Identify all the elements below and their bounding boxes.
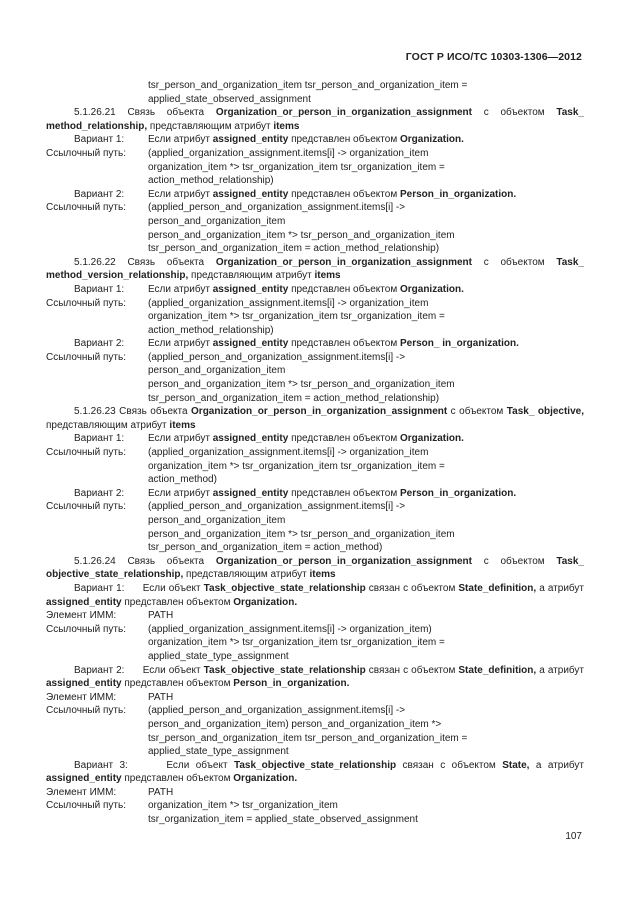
imm-element-row: Элемент ИММ: PATH [46, 786, 174, 798]
reference-path-label: Ссылочный путь: [46, 800, 126, 812]
reference-path-row: Ссылочный путь: organization_item *> tsr_organization_item [46, 800, 338, 812]
reference-path-row: Ссылочный путь: (applied_person_and_organization_assignment.items[i] -> [46, 501, 406, 513]
reference-path-row: Ссылочный путь: (applied_organization_assignment.items[i] -> organization_item) [46, 623, 432, 635]
imm-element-row: Элемент ИММ: PATH [46, 691, 174, 703]
code-line: organization_item *> tsr_organization_item tsr_organization_item = [148, 637, 445, 649]
reference-path-label: Ссылочный путь: [46, 705, 126, 717]
reference-path-label: Ссылочный путь: [46, 147, 126, 159]
reference-path-label: Ссылочный путь: [46, 351, 126, 363]
variant-label: Вариант 2: [74, 188, 125, 200]
reference-path-label: Ссылочный путь: [46, 297, 126, 309]
document-body [46, 79, 584, 827]
code-line: organization_item *> tsr_organization_item tsr_organization_item = [148, 460, 445, 472]
reference-path-label: Ссылочный путь: [46, 447, 126, 459]
clause-heading: 5.1.26.24 Связь объекта Organization_or_person_in_organization_assignment с объектом Task_ objective_state_relationship, представляющим атрибут items [46, 555, 584, 581]
variant-label: Вариант 1: [74, 134, 125, 146]
clause-heading: 5.1.26.22 Связь объекта Organization_or_person_in_organization_assignment с объектом Task_ method_version_relationship, представляющим атрибут items [46, 256, 584, 282]
code-line: person_and_organization_item) person_and_organization_item *> [148, 718, 442, 730]
code-line: applied_state_type_assignment [148, 650, 289, 662]
standard-header: ГОСТ Р ИСО/ТС 10303-1306—2012 [405, 51, 582, 63]
code-line: tsr_person_and_organization_item = action_method) [148, 542, 383, 554]
imm-element-row: Элемент ИММ: PATH [46, 610, 174, 622]
code-line: person_and_organization_item [148, 215, 286, 227]
clause-heading: 5.1.26.23 Связь объекта Organization_or_person_in_organization_assignment с объектом Task_ objective, представляющим атрибут items [46, 406, 584, 431]
variant-label: Вариант 1: [74, 433, 125, 445]
clause-heading: 5.1.26.21 Связь объекта Organization_or_person_in_organization_assignment с объектом Task_ method_relationship, представляющим атрибут items [46, 107, 584, 132]
variant-paragraph: Вариант 1: Если объект Task_objective_state_relationship связан с объектом State_definition, а атрибут assigned_entity представлен объектом Organization. [46, 582, 585, 608]
code-line: action_method) [148, 474, 217, 486]
reference-path-label: Ссылочный путь: [46, 202, 126, 214]
reference-path-label: Ссылочный путь: [46, 501, 126, 513]
code-line: tsr_person_and_organization_item = action_method_relationship) [148, 392, 440, 404]
code-line: person_and_organization_item [148, 515, 286, 526]
variant-row: Вариант 1: Если атрибут assigned_entity представлен объектом Organization. [46, 133, 584, 147]
imm-element-label: Элемент ИММ: [46, 610, 117, 622]
reference-path-row: Ссылочный путь: (applied_person_and_organization_assignment.items[i] -> [46, 705, 406, 717]
imm-element-label: Элемент ИММ: [46, 786, 117, 798]
code-line: person_and_organization_item [148, 365, 286, 377]
reference-path-row: Ссылочный путь: (applied_organization_assignment.items[i] -> organization_item [46, 447, 429, 459]
code-line: person_and_organization_item *> tsr_person_and_organization_item [148, 229, 455, 241]
code-line: tsr_person_and_organization_item tsr_person_and_organization_item = [148, 732, 468, 744]
code-line: applied_state_observed_assignment [148, 93, 311, 105]
code-line: person_and_organization_item *> tsr_person_and_organization_item [148, 528, 455, 540]
code-line: action_method_relationship) [148, 324, 274, 336]
code-line: organization_item *> tsr_organization_item tsr_organization_item = [148, 311, 445, 323]
variant-label: Вариант 2: [74, 487, 125, 499]
variant-row: Вариант 2: Если атрибут assigned_entity представлен объектом Person_in_organization. [46, 487, 584, 501]
variant-row: Вариант 1: Если атрибут assigned_entity представлен объектом Organization. [46, 283, 584, 297]
reference-path-row: Ссылочный путь: (applied_person_and_organization_assignment.items[i] -> [46, 351, 406, 363]
variant-paragraph: Вариант 2: Если объект Task_objective_state_relationship связан с объектом State_definition, а атрибут assigned_entity представлен объектом Person_in_organization. [46, 664, 585, 690]
reference-path-label: Ссылочный путь: [46, 623, 126, 635]
page-number: 107 [565, 831, 582, 842]
code-line: tsr_person_and_organization_item = action_method_relationship) [148, 243, 440, 255]
code-line: person_and_organization_item *> tsr_person_and_organization_item [148, 379, 455, 391]
code-line: organization_item *> tsr_organization_item tsr_organization_item = [148, 161, 445, 173]
code-line: applied_state_type_assignment [148, 746, 289, 758]
variant-row: Вариант 2: Если атрибут assigned_entity представлен объектом Person_ in_organization. [46, 337, 584, 351]
imm-element-label: Элемент ИММ: [46, 691, 117, 703]
code-line: action_method_relationship) [148, 175, 274, 187]
reference-path-row: Ссылочный путь: (applied_organization_assignment.items[i] -> organization_item [46, 297, 429, 309]
code-line: tsr_person_and_organization_item tsr_person_and_organization_item = [148, 80, 468, 91]
reference-path-row: Ссылочный путь: (applied_person_and_organization_assignment.items[i] -> [46, 202, 406, 214]
code-line: tsr_organization_item = applied_state_observed_assignment [148, 814, 418, 826]
variant-label: Вариант 2: [74, 338, 125, 350]
reference-path-row: Ссылочный путь: (applied_organization_assignment.items[i] -> organization_item [46, 147, 429, 159]
variant-paragraph: Вариант 3: Если объект Task_objective_state_relationship связан с объектом State, а атрибут assigned_entity представлен объектом Organization. [46, 759, 585, 785]
variant-label: Вариант 1: [74, 283, 125, 295]
variant-row: Вариант 1: Если атрибут assigned_entity представлен объектом Organization. [46, 432, 584, 446]
variant-row: Вариант 2: Если атрибут assigned_entity представлен объектом Person_in_organization. [46, 188, 584, 202]
